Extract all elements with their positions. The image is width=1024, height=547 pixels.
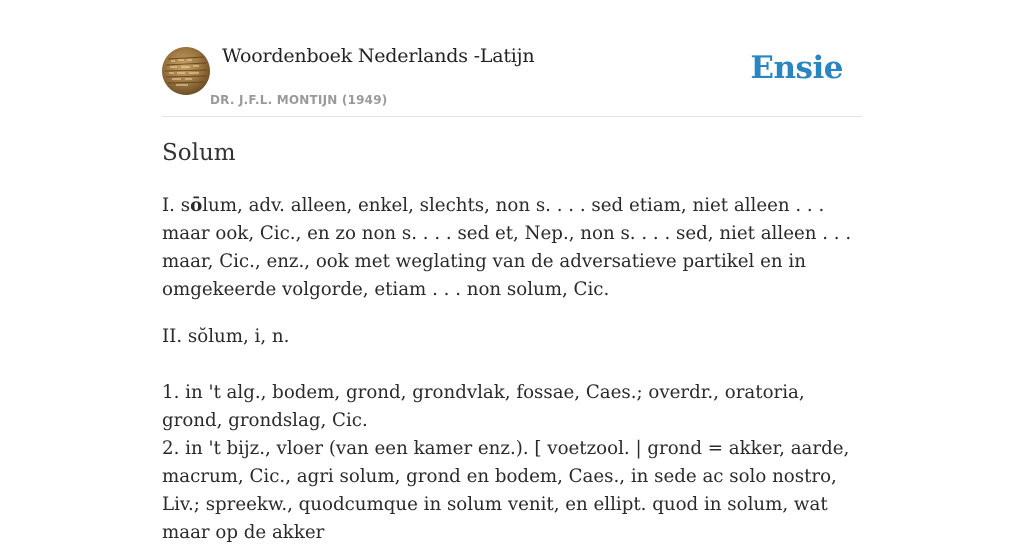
brand-logo-link[interactable]: Ensie <box>750 50 843 86</box>
entry-part-1-prefix: I. s <box>162 195 191 216</box>
book-title[interactable]: Woordenboek Nederlands -Latijn <box>222 45 535 67</box>
entry-sense-2: 2. in 't bijz., vloer (van een kamer enz.). [ voetzool. | grond = akker, aarde, macrum, Cic., agri solum, grond en bodem, Caes., in sede ac solo nostro, Liv.; spreekw., quodcumque in solum venit, en ellipt. quod in solum, wat maar op de akker <box>162 438 850 543</box>
dictionary-page <box>162 0 862 543</box>
entry-part-1 <box>162 192 862 304</box>
entry-body <box>162 192 862 547</box>
page-header <box>162 0 862 117</box>
entry-part-2: II. sŏlum, i, n. <box>162 326 290 347</box>
book-author: DR. J.F.L. MONTIJN (1949) <box>210 93 388 107</box>
entry-part-1-macron: ō <box>190 195 203 216</box>
entry-part-1-text: lum, adv. alleen, enkel, slechts, non s. . . . sed etiam, niet alleen . . . maar ook, Cic., en zo non s. . . . sed et, Nep., non s. . . . sed, niet alleen . . . maar, Cic., enz., ook met weglating van de adversatieve partikel en in omgekeerde volgorde, etiam . . . non solum, Cic. <box>162 195 852 300</box>
entry-sense-1: 1. in 't alg., bodem, grond, grondvlak, fossae, Caes.; overdr., oratoria, grond, grondslag, Cic. <box>162 382 805 431</box>
entry-title: Solum <box>162 140 236 166</box>
bronze-tablet-logo-icon[interactable] <box>162 47 210 95</box>
entry-senses <box>162 379 862 547</box>
